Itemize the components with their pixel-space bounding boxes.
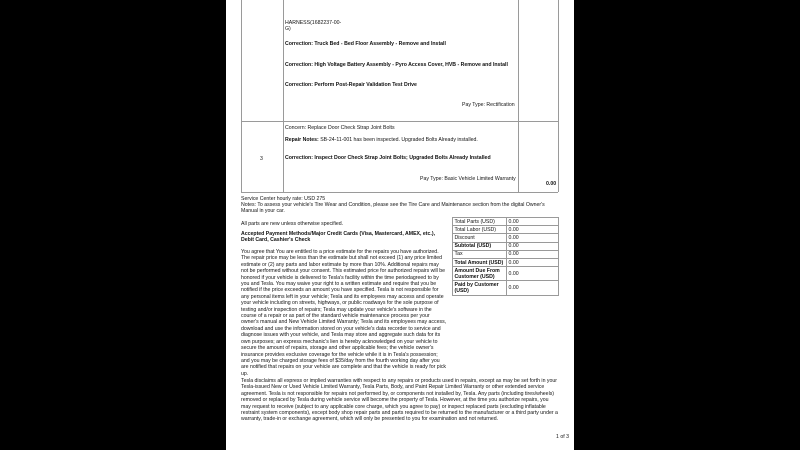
tire-notes: Notes: To assess your vehicle's Tire Wear and Condition, please see the Tire Care and Maintenance section from the digital Owner's Manual in your car. (241, 202, 545, 215)
table-border-right (558, 0, 559, 192)
table-divider-amount (518, 0, 519, 192)
pay-type-row3: Pay Type: Basic Vehicle Limited Warranty (420, 176, 516, 182)
totals-label: Total Amount (USD) (453, 258, 507, 266)
repair-notes (285, 137, 478, 143)
totals-label: Total Labor (USD) (453, 226, 507, 234)
totals-value: 0.00 (507, 267, 559, 281)
totals-value: 0.00 (507, 234, 559, 242)
invoice-page (226, 0, 574, 450)
totals-row (453, 242, 559, 250)
harness-text: HARNESS(1682237-00-G) (285, 20, 342, 33)
correction-hv-battery: Correction: High Voltage Battery Assembly - Pyro Access Cover, HVB - Remove and Install (285, 62, 508, 68)
totals-table (452, 217, 559, 296)
totals-label: Paid by Customer (USD) (453, 281, 507, 295)
correction-truck-bed: Correction: Truck Bed - Bed Floor Assembly - Remove and Install (285, 41, 446, 47)
pay-type-row2: Pay Type: Rectification (462, 102, 515, 108)
repair-notes-text: SB-24-11-001 has been inspected. Upgraded Bolts Already installed. (320, 137, 478, 143)
totals-row (453, 267, 559, 281)
totals-row (453, 258, 559, 266)
totals-row (453, 226, 559, 234)
totals-value: 0.00 (507, 218, 559, 226)
totals-row (453, 281, 559, 295)
row-number: 3 (260, 156, 263, 162)
correction-door-check: Correction: Inspect Door Check Strap Joint Bolts; Upgraded Bolts Already Installed (285, 155, 491, 161)
parts-notice: All parts are new unless otherwise specified. (241, 221, 344, 227)
totals-label: Total Parts (USD) (453, 218, 507, 226)
totals-value: 0.00 (507, 242, 559, 250)
totals-row (453, 250, 559, 258)
totals-row (453, 218, 559, 226)
totals-row (453, 234, 559, 242)
totals-value: 0.00 (507, 258, 559, 266)
totals-label: Discount (453, 234, 507, 242)
totals-label: Amount Due From Customer (USD) (453, 267, 507, 281)
table-divider-number (283, 0, 284, 192)
concern-text: Concern: Replace Door Check Strap Joint Bolts (285, 125, 395, 131)
totals-value: 0.00 (507, 250, 559, 258)
totals-label: Tax (453, 250, 507, 258)
totals-value: 0.00 (507, 226, 559, 234)
table-bottom-border (241, 192, 558, 193)
table-border-left (241, 0, 242, 192)
warranty-disclaimer: Tesla disclaims all express or implied warranties with respect to any repairs or products used in repairs, except as may be set forth in your Tesla-issued New or Used Vehicle Limited Warranty, Tesla Parts, Body, and Paint Repair Limited Warranty or other extended service agreement. Tesla is not responsible for repairs not performed by, or components not installed by, Tesla. Any parts (including tires/wheels) removed or replaced by Tesla during vehicle service will become the property of Tesla. However, at the time you authorize repairs, you may request to receive (subject to any applicable core charge, which you agree to pay) or inspect replaced parts (excluding inflatable restraint system components), except body shop repair parts and parts required to be returned to the manufacturer or a third party under a warranty, trade-in or exchange agreement, which will only be presented to you for examination and not returned. (241, 378, 558, 423)
totals-value: 0.00 (507, 281, 559, 295)
repair-notes-label: Repair Notes: (285, 137, 319, 143)
agreement-text: You agree that You are entitled to a price estimate for the repairs you have authorized. The repair price may be less than the estimate but shall not exceed (1) any price limited estimate or (2) any parts and labor estimate by more than 10%. Additional repairs may not be performed without your consent. This estimated price for authorized repairs will be honored if your vehicle is delivered to Tesla's facility within the time periodagreed to by you and Tesla. You may waive your right to a written estimate and require that you be notified if the price exceeds an amount you have specified. Tesla is not responsible for any personal items left in your vehicle; Tesla and its employees may access and operate your vehicle including on streets, highways, or public roadways for the sole purpose of testing and/or inspection of repairs; Tesla may update your vehicle's software in the course of a repair or as part of the standard vehicle maintenance process per your owner's manual and New Vehicle Limited Warranty; Tesla and its employees may access, download and use the information stored on your vehicle's data recorder to service and diagnose issues with your vehicle, and Tesla may store and aggregate such data for its own purposes; an express mechanic's lien is hereby acknowledged on your vehicle to secure the amount of repairs, storage and other applicable fees; the vehicle owner's insurance provides exclusive coverage for the vehicle while it is in Tesla's possession; and you may be charged storage fees of $35/day from the fourth working day after you are notified that repairs on your vehicle are complete and that the vehicle is ready for pick up. (241, 249, 447, 377)
correction-test-drive: Correction: Perform Post-Repair Validation Test Drive (285, 82, 417, 88)
page-number: 1 of 3 (556, 434, 569, 440)
payment-methods: Accepted Payment Methods/Major Credit Cards (Visa, Mastercard, AMEX, etc.), Debit Card, Cashier's Check (241, 231, 436, 244)
service-center-rate: Service Center hourly rate: USD 275 (241, 196, 326, 202)
totals-label: Subtotal (USD) (453, 242, 507, 250)
table-row-separator (241, 121, 558, 122)
line-amount: 0.00 (546, 181, 557, 187)
